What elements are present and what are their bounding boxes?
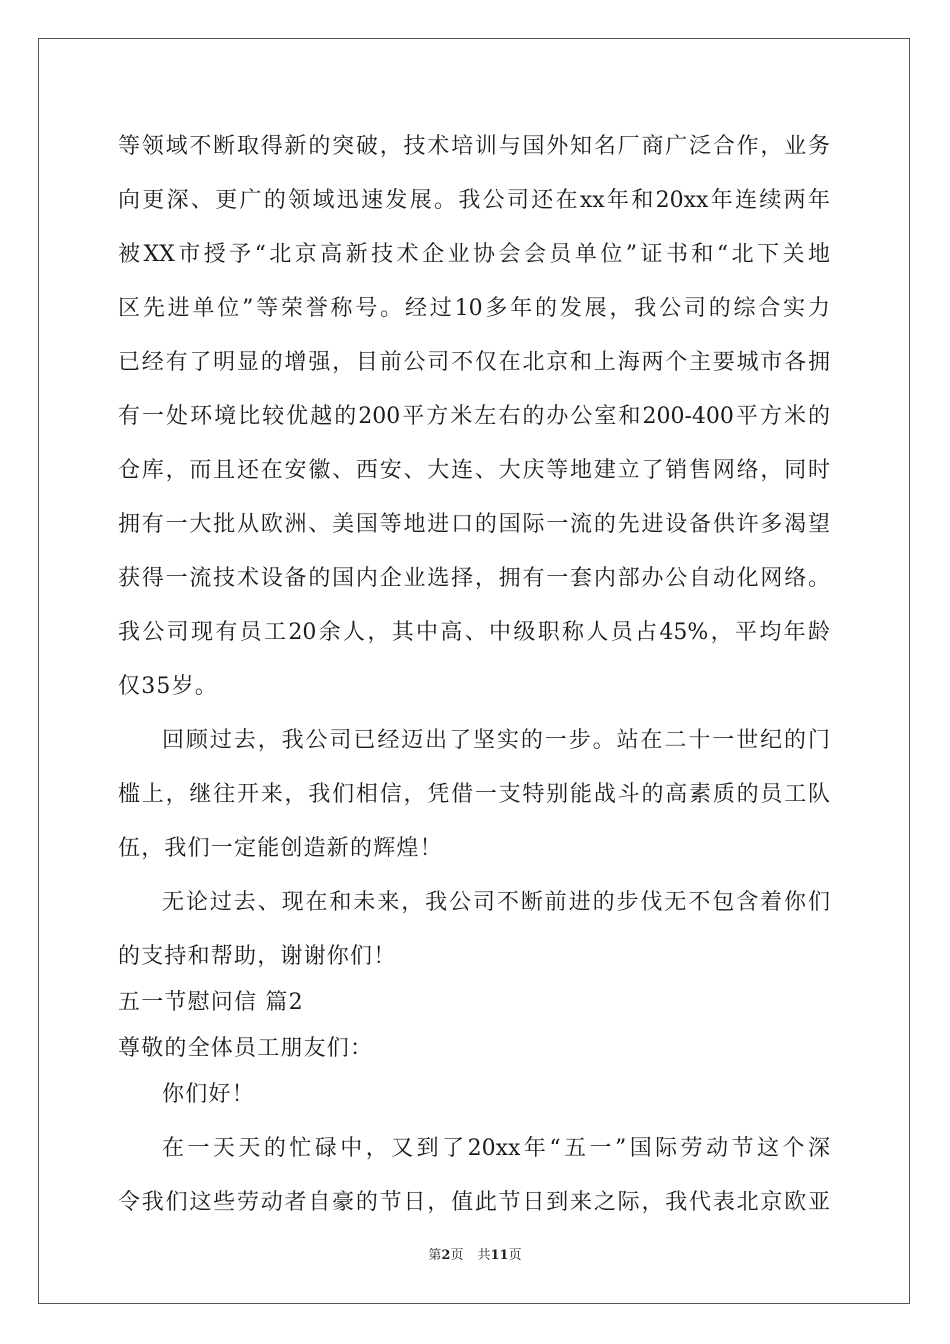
total-prefix: 共 [477,1248,491,1263]
body-line: 我公司现有员工20余人，其中高、中级职称人员占45%，平均年龄 [118,620,830,645]
page-total: 11 [490,1248,509,1263]
paragraph-first-line: 无论过去、现在和未来，我公司不断前进的步伐无不包含着你们 [162,890,830,915]
body-line: 等领域不断取得新的突破，技术培训与国外知名厂商广泛合作，业务 [118,134,830,159]
body-line: 槛上，继往开来，我们相信，凭借一支特别能战斗的高素质的员工队 [118,782,830,807]
page-border [38,38,910,1304]
page-unit: 页 [450,1248,464,1263]
section-heading: 五一节慰问信 篇2 [118,990,304,1015]
body-line: 伍，我们一定能创造新的辉煌！ [118,836,443,861]
page-footer [0,1248,950,1264]
body-line: 仅35岁。 [118,674,218,699]
body-line: 有一处环境比较优越的200平方米左右的办公室和200-400平方米的 [118,404,830,429]
paragraph-first-line: 在一天天的忙碌中，又到了20xx年“五一”国际劳动节这个深 [162,1136,830,1161]
body-line: 令我们这些劳动者自豪的节日，值此节日到来之际，我代表北京欧亚 [118,1190,830,1215]
body-line: 向更深、更广的领域迅速发展。我公司还在xx年和20xx年连续两年 [118,188,830,213]
greeting: 你们好！ [162,1082,255,1107]
total-unit: 页 [508,1248,522,1263]
body-line: 的支持和帮助，谢谢你们！ [118,944,397,969]
body-line: 拥有一大批从欧洲、美国等地进口的国际一流的先进设备供许多渴望 [118,512,830,537]
paragraph-first-line: 回顾过去，我公司已经迈出了坚实的一步。站在二十一世纪的门 [162,728,830,753]
page-prefix: 第 [428,1248,442,1263]
body-line: 被XX市授予“北京高新技术企业协会会员单位”证书和“北下关地 [118,242,830,267]
page-number: 2 [441,1248,451,1263]
salutation: 尊敬的全体员工朋友们： [118,1036,374,1061]
body-line: 区先进单位”等荣誉称号。经过10多年的发展，我公司的综合实力 [118,296,830,321]
body-line: 仓库，而且还在安徽、西安、大连、大庆等地建立了销售网络，同时 [118,458,830,483]
body-line: 已经有了明显的增强，目前公司不仅在北京和上海两个主要城市各拥 [118,350,830,375]
body-line: 获得一流技术设备的国内企业选择，拥有一套内部办公自动化网络。 [118,566,830,591]
